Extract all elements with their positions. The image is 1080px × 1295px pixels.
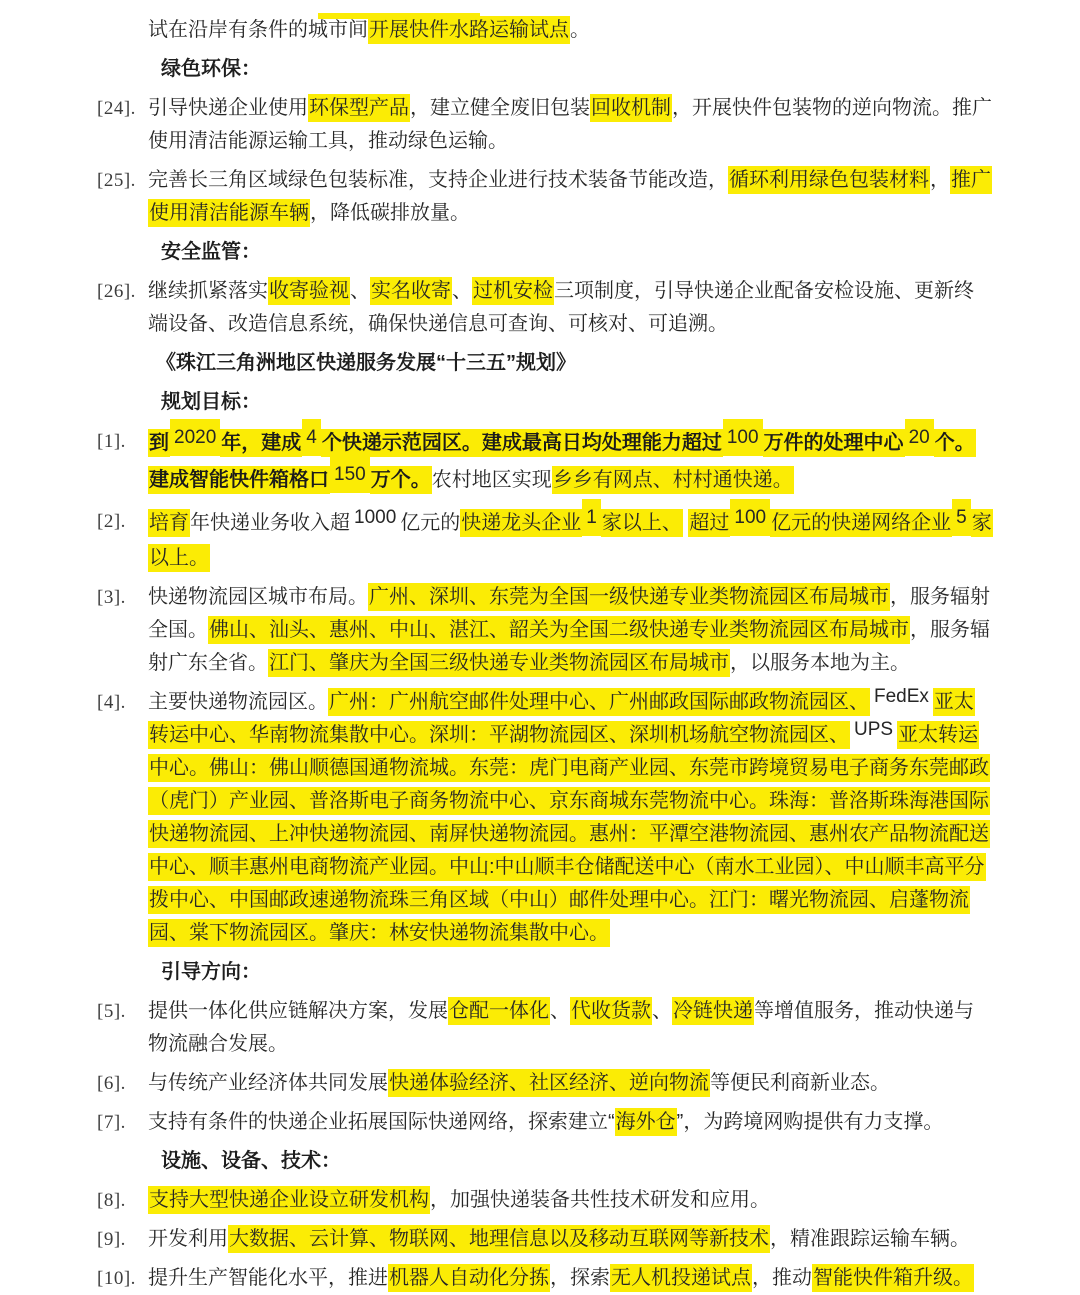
- paragraph-text: [148, 92, 993, 158]
- paragraph-text: [148, 14, 993, 47]
- highlighted-text: 机器人自动化分拣: [388, 1264, 550, 1292]
- highlighted-number: 4: [302, 419, 321, 456]
- section-heading-row: [97, 53, 1080, 86]
- paragraph-text: [148, 686, 993, 950]
- numbered-item: [97, 1262, 1080, 1295]
- highlighted-text: 亿元的快递网络企业: [770, 509, 952, 537]
- paragraph-text: [148, 164, 993, 230]
- highlighted-text: 超过: [688, 509, 730, 537]
- highlighted-text: 到: [148, 429, 170, 457]
- plain-text: 与传统产业经济体共同发展: [148, 1072, 388, 1094]
- paragraph-text: [148, 995, 993, 1061]
- highlighted-text: 快递体验经济、社区经济、逆向物流: [388, 1069, 710, 1097]
- plain-text: 快递物流园区城市布局。: [148, 586, 368, 608]
- highlighted-number: 20: [905, 419, 934, 456]
- plain-text: 继续抓紧落实: [148, 280, 268, 302]
- highlighted-number: 150: [330, 456, 370, 493]
- section-heading-row: [97, 386, 1080, 419]
- plain-text: ，加强快递装备共性技术研发和应用。: [430, 1189, 770, 1211]
- item-number: [25].: [97, 170, 136, 191]
- highlighted-text: 快递龙头企业: [460, 509, 582, 537]
- plain-text: 、: [350, 280, 370, 302]
- plain-text: ，: [930, 169, 950, 191]
- paragraph-text: [148, 1262, 993, 1295]
- highlighted-text: 万个。: [370, 466, 432, 494]
- highlighted-text: 开展快件水路运输试点: [368, 16, 570, 44]
- item-number: [9].: [97, 1229, 126, 1250]
- section-heading-row: [97, 236, 1080, 269]
- plain-text: 提升生产智能化水平，推进: [148, 1267, 388, 1289]
- plain-text: 完善长三角区域绿色包装标准，支持企业进行技术装备节能改造，: [148, 169, 728, 191]
- paragraph-text: [148, 275, 993, 341]
- numbered-item: [97, 1067, 1080, 1100]
- document-title-row: [97, 347, 1080, 380]
- highlighted-text: 年，建成: [220, 429, 302, 457]
- plain-text: ，精准跟踪运输车辆。: [770, 1228, 970, 1250]
- latin-number: UPS: [854, 719, 894, 740]
- item-number: [4].: [97, 692, 126, 713]
- numbered-item: [97, 1223, 1080, 1256]
- highlighted-text: 个。建成智能快件箱格口: [148, 429, 976, 494]
- highlighted-text: 循环利用绿色包装材料: [728, 166, 930, 194]
- numbered-item: [97, 425, 1080, 499]
- plain-text: ，服务辐射全国。: [148, 586, 990, 641]
- item-number: [1].: [97, 431, 126, 452]
- plain-text: ，探索: [550, 1267, 610, 1289]
- paragraph-text: [148, 581, 993, 680]
- highlighted-text: 个快递示范园区。建成最高日均处理能力超过: [321, 429, 723, 457]
- paragraph-text: [148, 1106, 993, 1139]
- highlighted-text: 智能快件箱升级。: [812, 1264, 974, 1292]
- plain-text: 、: [550, 1000, 570, 1022]
- numbered-item: [97, 275, 1080, 341]
- plain-text: 农村地区实现: [431, 469, 552, 491]
- item-number: [6].: [97, 1073, 126, 1094]
- plain-text: 支持有条件的快递企业拓展国际快递网络，探索建立: [148, 1111, 608, 1133]
- section-heading: 绿色环保：: [161, 58, 261, 80]
- item-number: [24].: [97, 98, 136, 119]
- highlighted-text: 推广使用清洁能源车辆: [148, 166, 992, 227]
- item-number: [3].: [97, 587, 126, 608]
- plain-text: ，建立健全废旧包装: [410, 97, 590, 119]
- highlighted-text: 无人机投递试点: [610, 1264, 752, 1292]
- highlighted-text: 亚太转运中心。佛山：佛山顺德国通物流城。东莞：虎门电商产业园、东莞市跨境贸易电子商务东莞邮政（虎门）产业园、普洛斯电子商务物流中心、京东商城东莞物流中心。珠海：普洛斯珠海港国际快递物流园、上冲快递物流园、南屏快递物流园。惠州：平潭空港物流园、惠州农产品物流配送中心、顺丰惠州电商物流产业园。中山:中山顺丰仓储配送中心（南水工业园）、中山顺丰高平分拨中心、中国邮政速递物流珠三角区域（中山）邮件处理中心。江门：曙光物流园、启蓬物流园、棠下物流园区。肇庆：林安快递物流集散中心。: [148, 721, 990, 947]
- highlighted-number: 5: [952, 499, 971, 536]
- plain-text: 。: [570, 19, 590, 41]
- highlighted-text: 广州、深圳、东莞为全国一级快递专业类物流园区布局城市: [368, 583, 890, 611]
- numbered-item: [97, 92, 1080, 158]
- plain-text: 、: [652, 1000, 672, 1022]
- plain-text: ，降低碳排放量。: [310, 202, 470, 224]
- continuation-row: [97, 14, 1080, 47]
- item-number: [8].: [97, 1190, 126, 1211]
- highlighted-text: 万件的处理中心: [763, 429, 905, 457]
- numbered-item: [97, 1184, 1080, 1217]
- numbered-item: [97, 164, 1080, 230]
- plain-text: 提供一体化供应链解决方案，发展: [148, 1000, 448, 1022]
- highlighted-text: 江门、肇庆为全国三级快递专业类物流园区布局城市: [268, 649, 730, 677]
- highlighted-text: 过机安检: [472, 277, 554, 305]
- plain-text: 试在沿岸有条件的城市间: [148, 19, 368, 41]
- plain-text: 、: [452, 280, 472, 302]
- paragraph-text: [148, 1067, 993, 1100]
- paragraph-text: [148, 425, 993, 499]
- highlighted-text: 支持大型快递企业设立研发机构: [148, 1186, 430, 1214]
- section-heading-row: [97, 1145, 1080, 1178]
- highlighted-text: 仓配一体化: [448, 997, 550, 1025]
- plain-text: 等增值服务，推动快递与物流融合发展。: [148, 1000, 974, 1055]
- latin-number: 1000: [354, 507, 397, 528]
- paragraph-text: [148, 1223, 993, 1256]
- plain-text: 三项制度，引导快递企业配备安检设施、更新终端设备、改造信息系统，确保快递信息可查询、可核对、可追溯。: [148, 280, 974, 335]
- highlighted-text: 回收机制: [590, 94, 672, 122]
- highlighted-text: 乡乡有网点、村村通快递。: [552, 466, 794, 494]
- plain-text: 引导快递企业使用: [148, 97, 308, 119]
- plain-text: “: [608, 1111, 615, 1133]
- highlighted-text: 收寄验视: [268, 277, 350, 305]
- section-heading: 规划目标：: [161, 391, 261, 413]
- numbered-item: [97, 581, 1080, 680]
- highlighted-text: 亚太转运中心、华南物流集散中心。深圳：平湖物流园区、深圳机场航空物流园区、: [148, 688, 975, 749]
- highlighted-number: 1: [582, 499, 601, 536]
- item-number: [7].: [97, 1112, 126, 1133]
- highlighted-text: 广州：广州航空邮件处理中心、广州邮政国际邮政物流园区、: [328, 688, 870, 716]
- plain-text: 亿元的: [400, 512, 461, 534]
- plain-text: 主要快递物流园区。: [148, 691, 328, 713]
- plain-text: 年快递业务收入超: [190, 512, 350, 534]
- highlighted-text: 家以上。: [148, 509, 993, 572]
- item-number: [10].: [97, 1268, 136, 1289]
- numbered-item: [97, 995, 1080, 1061]
- highlighted-text: 代收货款: [570, 997, 652, 1025]
- highlighted-text: 冷链快递: [672, 997, 754, 1025]
- plain-text: 开发利用: [148, 1228, 228, 1250]
- numbered-item: [97, 1106, 1080, 1139]
- document-title: 《珠江三角洲地区快递服务发展“十三五”规划》: [156, 352, 576, 374]
- paragraph-text: [148, 505, 993, 575]
- section-heading: 安全监管：: [161, 241, 261, 263]
- item-number: [2].: [97, 511, 126, 532]
- paragraph-text: [148, 1184, 993, 1217]
- plain-text: ，开展快件包装物的逆向物流。推广使用清洁能源运输工具，推动绿色运输。: [148, 97, 992, 152]
- highlighted-number: 100: [723, 419, 763, 456]
- cutoff-highlight-sliver: [318, 13, 480, 19]
- plain-text: ，推动: [752, 1267, 812, 1289]
- numbered-item: [97, 686, 1080, 950]
- item-number: [5].: [97, 1001, 126, 1022]
- highlighted-text: 家以上、: [601, 509, 683, 537]
- highlighted-number: 100: [730, 499, 770, 536]
- highlighted-text: 环保型产品: [308, 94, 410, 122]
- section-heading-row: [97, 956, 1080, 989]
- plain-text: ，以服务本地为主。: [730, 652, 910, 674]
- highlighted-text: 海外仓: [615, 1108, 677, 1136]
- plain-text: ”，为跨境网购提供有力支撑。: [676, 1111, 944, 1133]
- highlighted-text: 大数据、云计算、物联网、地理信息以及移动互联网等新技术: [228, 1225, 770, 1253]
- highlighted-number: 2020: [170, 419, 220, 456]
- latin-number: FedEx: [874, 686, 929, 707]
- numbered-item: [97, 505, 1080, 575]
- plain-text: 等便民利商新业态。: [710, 1072, 890, 1094]
- plain-text: ，服务辐射广东全省。: [148, 619, 990, 674]
- section-heading: 引导方向：: [161, 961, 261, 983]
- highlighted-text: 培育: [148, 509, 190, 537]
- highlighted-text: 实名收寄: [370, 277, 452, 305]
- item-number: [26].: [97, 281, 136, 302]
- highlighted-text: 佛山、汕头、惠州、中山、湛江、韶关为全国二级快递专业类物流园区布局城市: [208, 616, 910, 644]
- section-heading: 设施、设备、技术：: [161, 1150, 341, 1172]
